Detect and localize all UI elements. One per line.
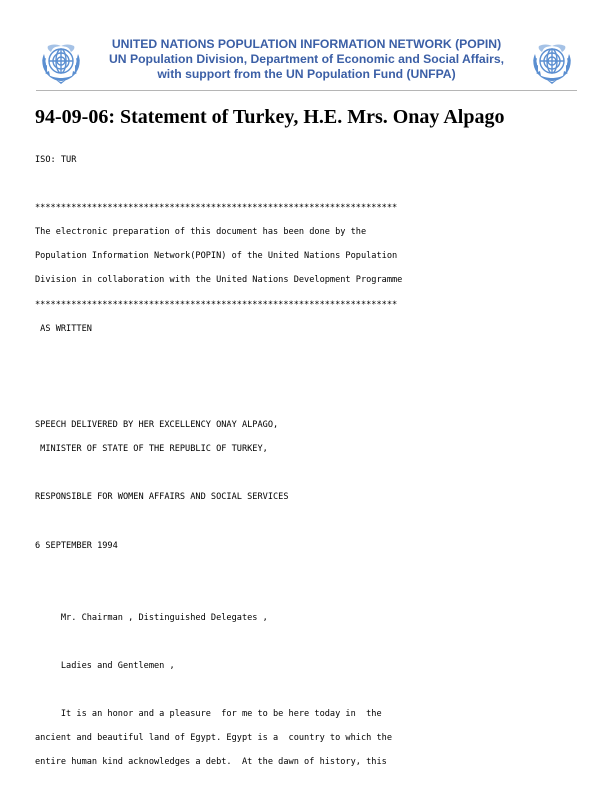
body-line: Ladies and Gentlemen , xyxy=(35,660,175,671)
blank-line xyxy=(35,558,595,582)
body-line: RESPONSIBLE FOR WOMEN AFFAIRS AND SOCIAL SERVICES xyxy=(35,492,289,503)
header-divider xyxy=(36,90,577,91)
blank-line xyxy=(35,365,595,389)
body-line: Population Information Network(POPIN) of the United Nations Population xyxy=(35,251,398,262)
body-line: SPEECH DELIVERED BY HER EXCELLENCY ONAY ALPAGO, xyxy=(35,420,279,431)
body-line: 6 SEPTEMBER 1994 xyxy=(35,540,118,551)
blank-line xyxy=(35,172,595,196)
header-line-2: UN Population Division, Department of Economic and Social Affairs, xyxy=(108,52,505,66)
body-line: ********************************************************************** xyxy=(35,299,398,310)
body-line: MINISTER OF STATE OF THE REPUBLIC OF TURKEY, xyxy=(35,444,268,455)
header-line-1: UNITED NATIONS POPULATION INFORMATION NETWORK (POPIN) xyxy=(111,37,502,51)
blank-line xyxy=(35,341,595,365)
document-body xyxy=(35,148,595,774)
body-line: Division in collaboration with the United Nations Development Programme xyxy=(35,275,403,286)
body-line: entire human kind acknowledges a debt. At the dawn of history, this xyxy=(35,757,387,768)
body-line: ISO: TUR xyxy=(35,155,77,165)
body-line: The electronic preparation of this document has been done by the xyxy=(35,227,367,238)
blank-line xyxy=(35,389,595,413)
popin-header-text xyxy=(92,37,521,82)
body-line: It is an honor and a pleasure for me to be here today in the xyxy=(35,709,382,720)
document-title: 94-09-06: Statement of Turkey, H.E. Mrs. Onay Alpago xyxy=(35,106,505,128)
body-line: ********************************************************************** xyxy=(35,203,398,214)
body-line: Mr. Chairman , Distinguished Delegates , xyxy=(35,612,268,623)
blank-line xyxy=(35,461,595,485)
popin-header xyxy=(36,36,577,90)
blank-line xyxy=(35,678,595,702)
header-line-3: with support from the UN Population Fund (UNFPA) xyxy=(157,67,456,81)
blank-line xyxy=(35,509,595,533)
body-line: AS WRITTEN xyxy=(35,323,92,334)
blank-line xyxy=(35,630,595,654)
blank-line xyxy=(35,582,595,606)
un-emblem-icon xyxy=(527,38,577,88)
body-line: ancient and beautiful land of Egypt. Egypt is a country to which the xyxy=(35,733,392,744)
un-emblem-icon xyxy=(36,38,86,88)
